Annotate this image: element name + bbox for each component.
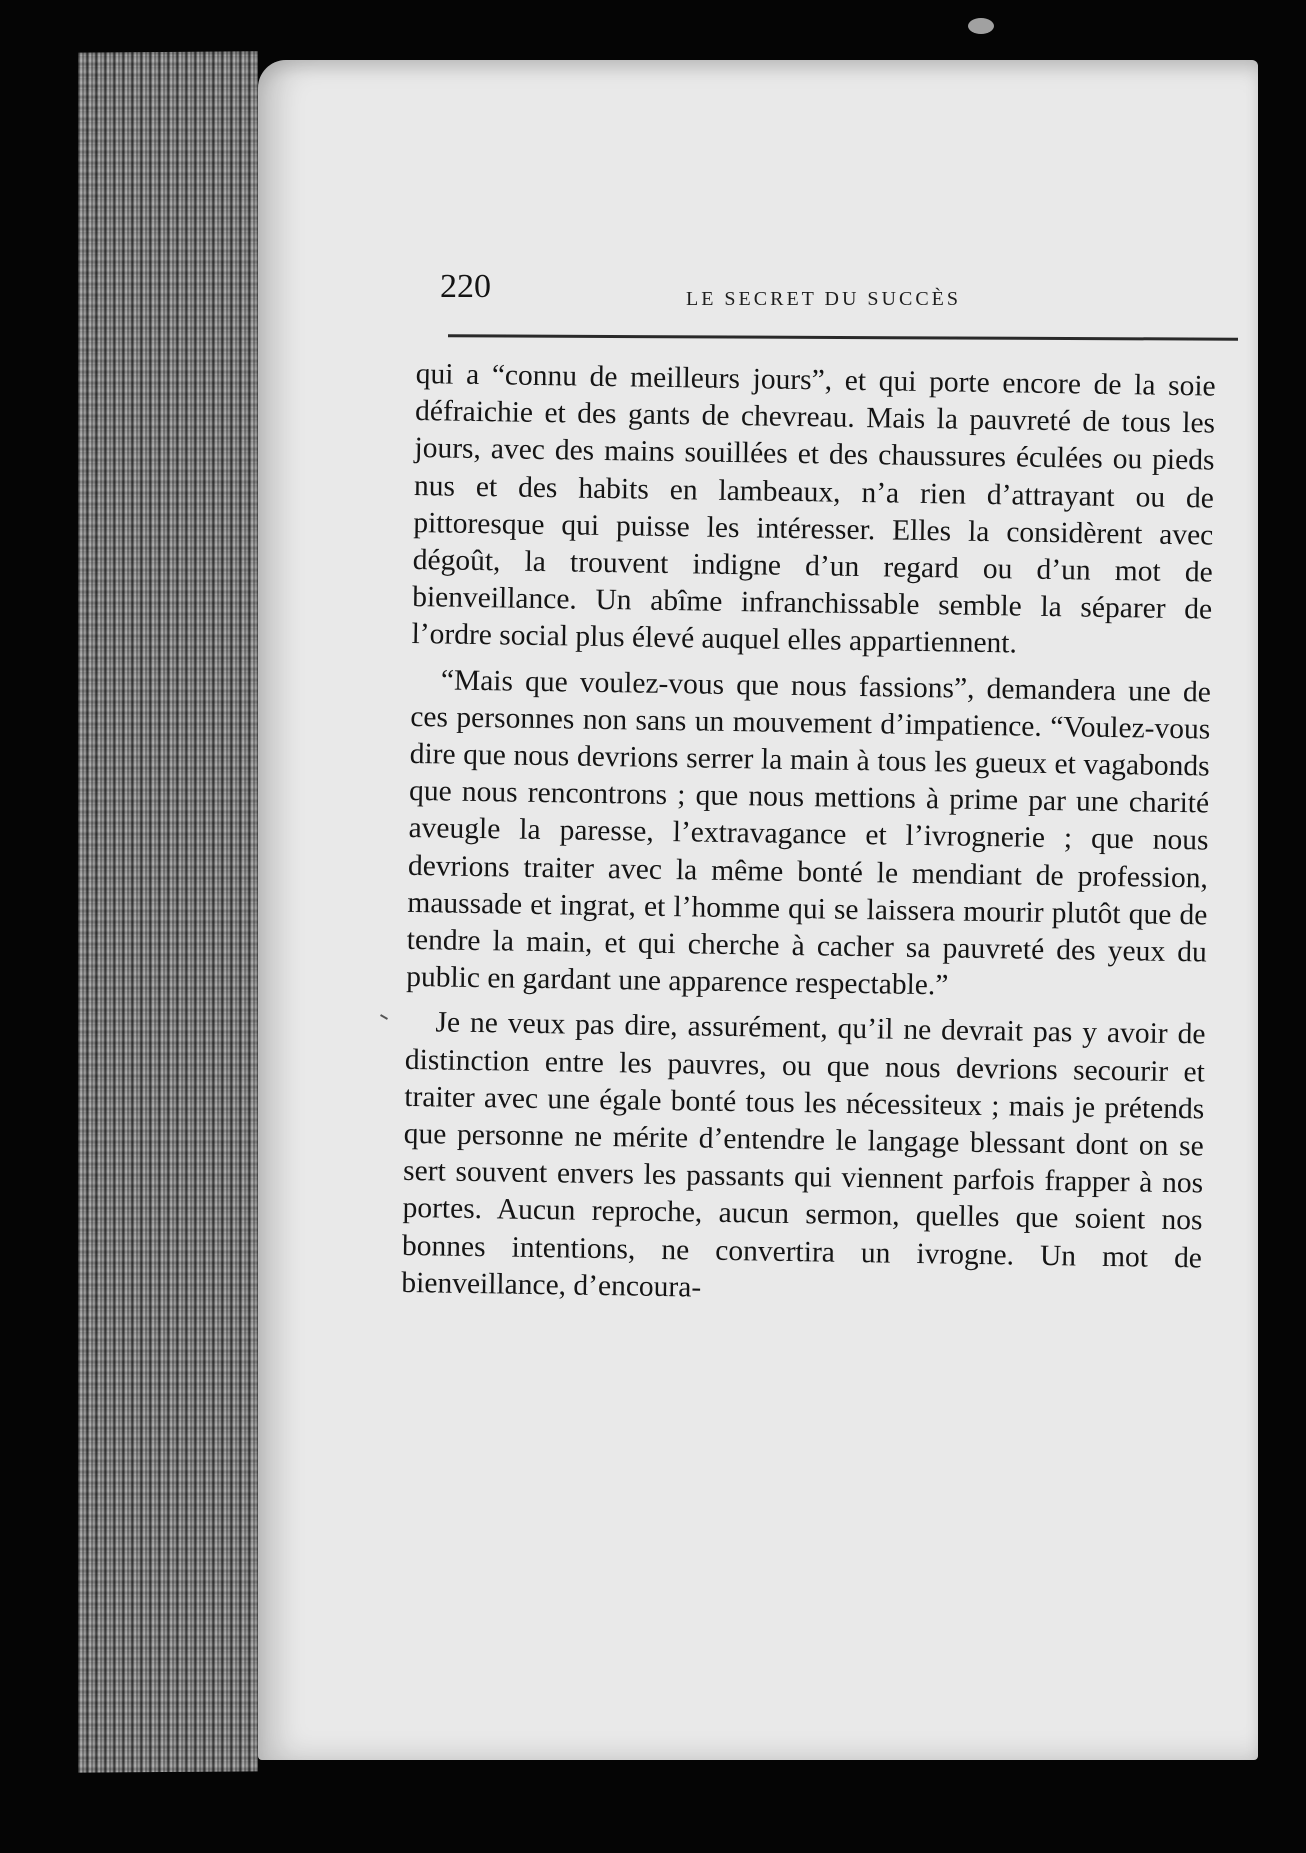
scan-speck bbox=[968, 18, 994, 34]
paragraph-2: “Mais que voulez-vous que nous fassions”, demandera une de ces personnes non sans un mouvement d’impatience. “Voulez-vous dire que nous devrions serrer la main à tous les gueux et vagabonds que nous rencontrons ; que nous mettions à prime par une charité aveugle la paresse, l’extravagance et l’ivrognerie ; que nous devrions traiter avec la même bonté le mendiant de profession, maussade et ingrat, et l’homme qui se laissera mourir plutôt que de tendre la main, et qui cherche à cacher sa pauvreté des yeux du public en gardant une apparence respectable.” bbox=[405, 664, 1212, 1002]
page-header bbox=[440, 258, 1240, 318]
right-background bbox=[1258, 0, 1306, 1853]
paragraph-1: qui a “connu de meilleurs jours”, et qui porte encore de la soie défraichie et des gants de chevreau. Mais la pauvreté de tous les jours, avec des mains souillées et des chaussures éculées ou pieds nus et des habits en lambeaux, n’a rien d’attrayant ou de pittoresque qui puisse les intéresser. Elles la considèrent avec dégoût, la trouvent indigne d’un regard ou d’un mot de bienveillance. Un abîme infranchissable semble la séparer de l’ordre social plus élevé auquel elles appartiennent. bbox=[411, 357, 1216, 660]
page-number: 220 bbox=[440, 268, 491, 305]
paragraph-3: Je ne veux pas dire, assurément, qu’il ne devrait pas y avoir de distinction entre les pauvres, ou que nous devrions secourir et traiter avec une égale bonté tous les nécessiteux ; mais je prétends que personne ne mérite d’entendre le langage blessant dont on se sert souvent envers les passants qui viennent parfois frapper à nos portes. Aucun reproche, aucun sermon, quelles que soient nos bonnes intentions, ne convertira un ivrogne. Un mot de bienveillance, d’encoura- bbox=[401, 1006, 1206, 1304]
running-title: LE SECRET DU SUCCÈS bbox=[686, 288, 961, 310]
book-page-edges-shade bbox=[78, 52, 258, 1772]
body-text bbox=[401, 356, 1216, 1315]
